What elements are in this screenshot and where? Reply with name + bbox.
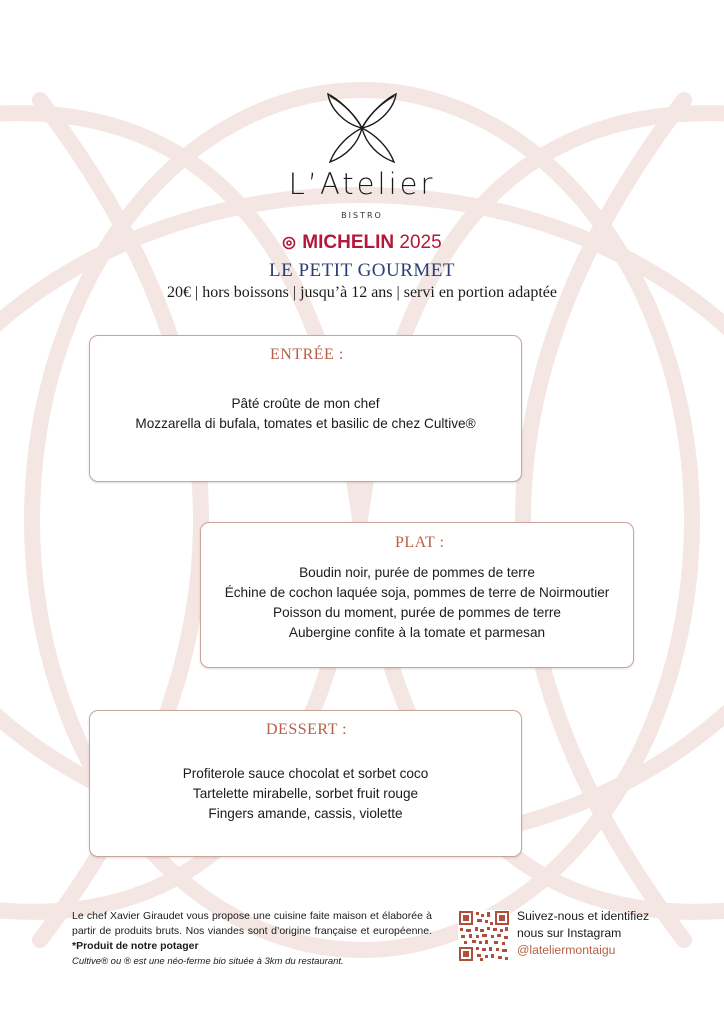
dish-item: Profiterole sauce chocolat et sorbet coco xyxy=(182,766,429,781)
qr-code-icon[interactable] xyxy=(458,910,510,962)
potager-note: *Produit de notre potager xyxy=(72,940,199,952)
michelin-guide-label xyxy=(0,232,724,254)
michelin-name: MICHELIN xyxy=(302,232,395,253)
course-card-plat xyxy=(200,522,634,668)
dish-item: Boudin noir, purée de pommes de terre xyxy=(299,565,535,580)
footer-description xyxy=(72,909,432,969)
course-heading: ENTRÉE : xyxy=(270,346,344,363)
dish-list xyxy=(90,764,521,824)
social-line-2: nous sur Instagram xyxy=(517,926,622,940)
cultive-note: Cultive® ou ® est une néo-ferme bio située à 3km du restaurant. xyxy=(72,956,344,967)
course-card-entree xyxy=(89,335,522,482)
dish-item: Poisson du moment, purée de pommes de terre xyxy=(273,605,561,620)
dish-list xyxy=(90,394,521,434)
course-card-dessert xyxy=(89,710,522,857)
dish-item: Échine de cochon laquée soja, pommes de terre de Noirmoutier xyxy=(224,585,610,600)
dish-item: Mozzarella di bufala, tomates et basilic de chez Cultive® xyxy=(135,416,476,431)
dish-item: Fingers amande, cassis, violette xyxy=(208,806,403,821)
course-heading: DESSERT : xyxy=(266,721,348,738)
menu-title: LE PETIT GOURMET xyxy=(268,260,456,281)
brand-subtitle: BISTRO xyxy=(341,211,383,220)
footer-paragraph xyxy=(72,909,432,954)
instagram-handle[interactable]: @lateliermontaigu xyxy=(517,943,616,957)
menu-conditions: 20€ | hors boissons | jusqu’à 12 ans | servi en portion adaptée xyxy=(167,284,557,301)
dish-list xyxy=(201,563,633,643)
social-line-1: Suivez-nous et identifiez xyxy=(517,909,650,923)
dish-item: Aubergine confite à la tomate et parmesan xyxy=(288,625,546,640)
michelin-year: 2025 xyxy=(399,232,442,253)
dish-item: Pâté croûte de mon chef xyxy=(231,396,380,411)
course-heading: PLAT : xyxy=(395,534,445,551)
brand-name: L’Atelier xyxy=(288,167,436,201)
dish-item: Tartelette mirabelle, sorbet fruit rouge xyxy=(192,786,419,801)
butterfly-leaf-logo-icon xyxy=(322,90,402,165)
michelin-guide-icon xyxy=(282,236,296,250)
chef-description: Le chef Xavier Giraudet vous propose une cuisine faite maison et élaborée à partir de produits bruts. Nos viandes sont d’origine française et européenne. xyxy=(72,910,432,937)
instagram-invite xyxy=(517,908,687,959)
